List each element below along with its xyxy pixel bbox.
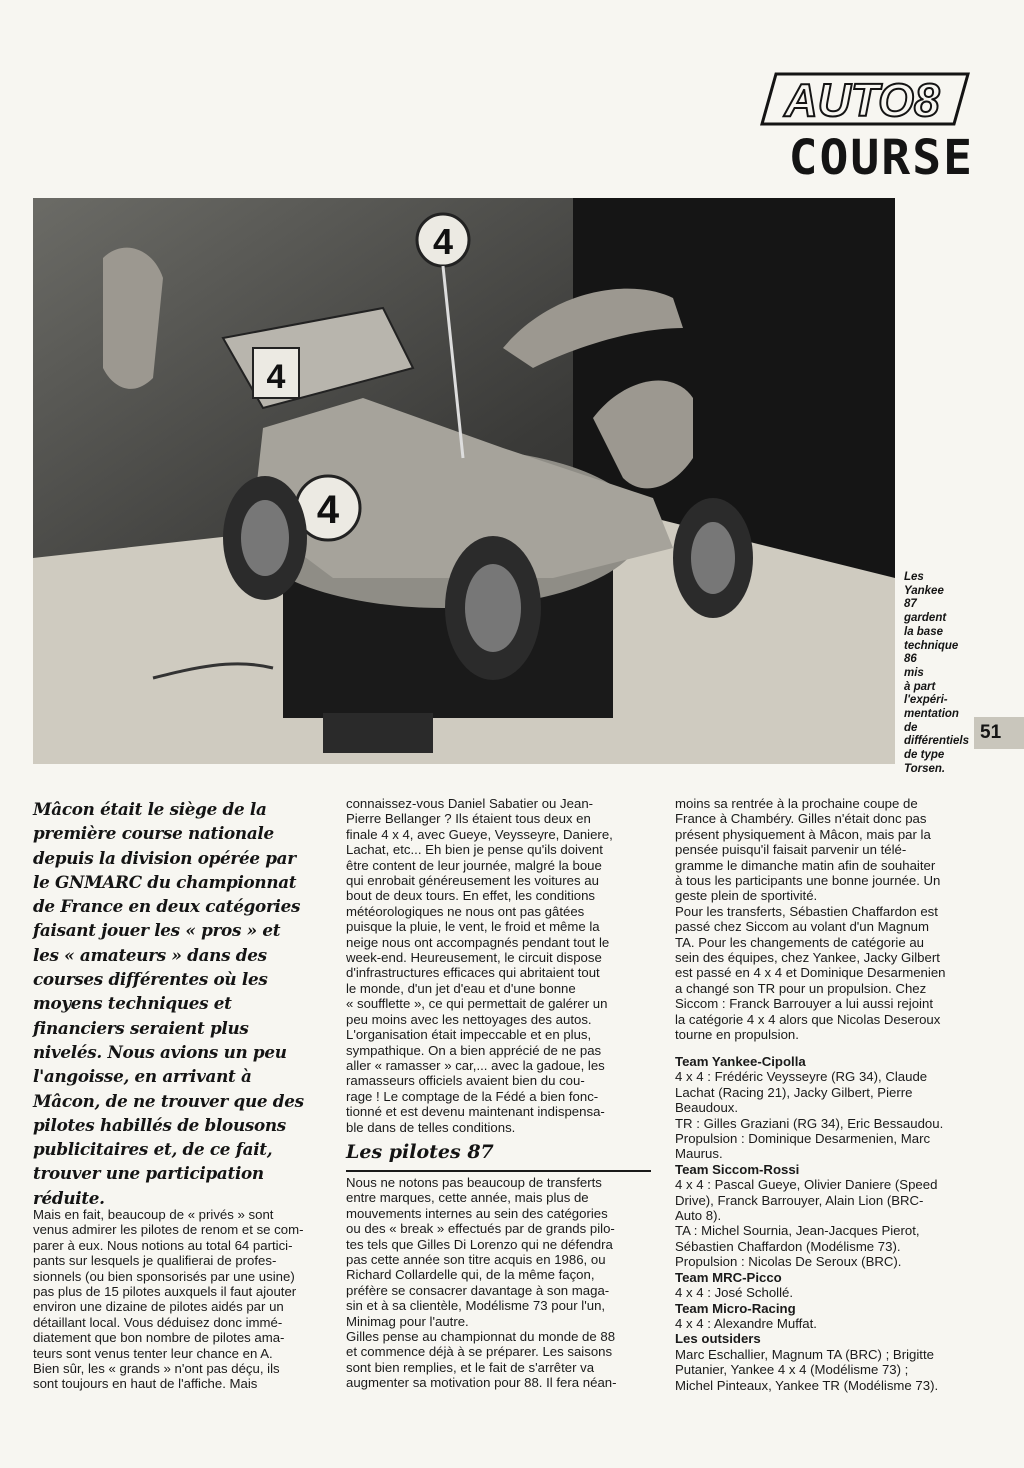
- section-heading: Les pilotes 87: [346, 1141, 494, 1163]
- team-roster: Team Yankee-Cipolla 4 x 4 : Frédéric Veysseyre (RG 34), Claude Lachat (Racing 21), Jacky Gilbert, Pierre Beaudoux. TR : Gilles Graziani (RG 34), Eric Bessaudou. Propulsion : Dominique Desarmenien, Marc Maurus. Team Siccom-Rossi 4 x 4 : Pascal Gueye, Olivier Daniere (Speed Drive), Franck Barrouyer, Alain Lion (BRC- Auto 8). TA : Michel Sournia, Jean-Jacques Pierot, Sébastien Chaffardon (Modélisme 73). Propulsion : Nicolas De Seroux (BRC). Team MRC-Picco 4 x 4 : José Schollé. Team Micro-Racing 4 x 4 : Alexandre Muffat. Les outsiders Marc Eschallier, Magnum TA (BRC) ; Brigitte Putanier, Yankee 4 x 4 (Modélisme 73) ; Michel Pinteaux, Yankee TR (Modélisme 73).: [675, 1054, 975, 1393]
- pilotes-87-body: Nous ne notons pas beaucoup de transferts entre marques, cette année, mais plus de mouvements internes au sein des catégories ou des « break » effectués par de grands pilo- tes tels que Gilles Di Lorenzo qui ne défendra pas cette année son titre acquis en 1986, ou Richard Collardelle qui, de la même façon, préfère se consacrer davantage à son maga- sin et à sa clientèle, Modélisme 73 pour l'un, Minimag pour l'autre. Gilles pense au championnat du monde de 88 et commence déjà à se préparer. Les saisons sont bien remplies, et le fait de s'arrêter va augmenter sa motivation pour 88. Il fera néan-: [346, 1175, 617, 1391]
- logo-text: AUTO8: [784, 74, 940, 126]
- svg-text:4: 4: [266, 358, 286, 396]
- team-name: Les outsiders: [675, 1331, 761, 1347]
- team-name: Team Siccom-Rossi: [675, 1161, 800, 1177]
- column-3-body: moins sa rentrée à la prochaine coupe de France à Chambéry. Gilles n'était donc pas présent physiquement à Mâcon, mais par la pensée puisqu'il faisait parvenir un télé- gramme le dimanche matin afin de souhaiter à tous les participants une bonne journée. Un geste plein de sportivité. Pour les transferts, Sébastien Chaffardon est passé chez Siccom au volant d'un Magnum TA. Pour les changements de catégorie au sein des équipes, chez Yankee, Jacky Gilbert est passé en 4 x 4 et Dominique Desarmenien a changé son TR pour un propulsion. Chez Siccom : Franck Barrouyer a lui aussi rejoint la catégorie 4 x 4 alors que Nicolas Deseroux tourne en propulsion.: [675, 796, 946, 1043]
- heading-rule: [346, 1170, 651, 1172]
- column-2-body: connaissez-vous Daniel Sabatier ou Jean- Pierre Bellanger ? Ils étaient tous deux en finale 4 x 4, avec Gueye, Veysseyre, Daniere, Lachat, etc... Eh bien je pense qu'ils doivent être content de leur journée, malgré la boue qui enrobait généreusement les voitures au bout de deux tours. En effet, les conditions météorologiques ne nous ont pas gâtées puisque la pluie, le vent, le froid et même la neige nous ont accompagnés pendant tout le week-end. Heureusement, le circuit dispose d'infrastructures efficaces qui abritaient tout le monde, d'un jet d'eau et d'une bonne « soufflette », ce qui permettait de galérer un peu moins avec les nettoyages des autos. L'organisation était impeccable et en plus, sympathique. On a bien apprécié de ne pas aller « ramasser » car,... avec la gadoue, les ramasseurs officiels avaient bien du cou- rage ! Le comptage de la Fédé a bien fonc- tionné et est devenu maintenant indispensa- ble dans de telles conditions.: [346, 796, 613, 1135]
- svg-text:4: 4: [316, 488, 340, 532]
- rc-car-photo: [33, 198, 895, 764]
- team-name: Team Yankee-Cipolla: [675, 1054, 806, 1069]
- team-name: Team MRC-Picco: [675, 1269, 782, 1285]
- intro-paragraph: Mâcon était le siège de la première course nationale depuis la division opérée par le GNMARC du championnat de France en deux catégories faisant jouer les « pros » et les « amateurs » dans des courses différentes où les moyens techniques et financiers seraient plus nivelés. Nous avions un peu l'angoisse, en arrivant à Mâcon, de ne trouver que des pilotes habillés de blousons publicitaires et, de ce fait, trouver une participation réduite.: [33, 799, 304, 1208]
- section-title: COURSE: [788, 130, 974, 186]
- column-1-body: Mais en fait, beaucoup de « privés » sont venus admirer les pilotes de renom et se com- parer à eux. Nous notions au total 64 partici- pants sur lesquels je qualifierai de profes- sionnels (ou bien sponsorisés par une usine) pas plus de 15 pilotes auxquels il faut ajouter environ une dizaine de pilotes aidés par un détaillant local. Vous déduisez donc immé- diatement que bon nombre de pilotes ama- teurs sont venus tenter leur chance en A. Bien sûr, les « grands » n'ont pas déçu, ils sont toujours en haut de l'affiche. Mais: [33, 1207, 304, 1392]
- photo-caption: Les Yankee 87 gardent la base technique 86 mis à part l'expéri- mentation de différentiels de type Torsen.: [904, 571, 969, 775]
- team-name: Team Micro-Racing: [675, 1300, 796, 1316]
- auto8-logo: [758, 70, 972, 128]
- page-number: 51: [980, 722, 1002, 743]
- svg-text:4: 4: [432, 221, 454, 262]
